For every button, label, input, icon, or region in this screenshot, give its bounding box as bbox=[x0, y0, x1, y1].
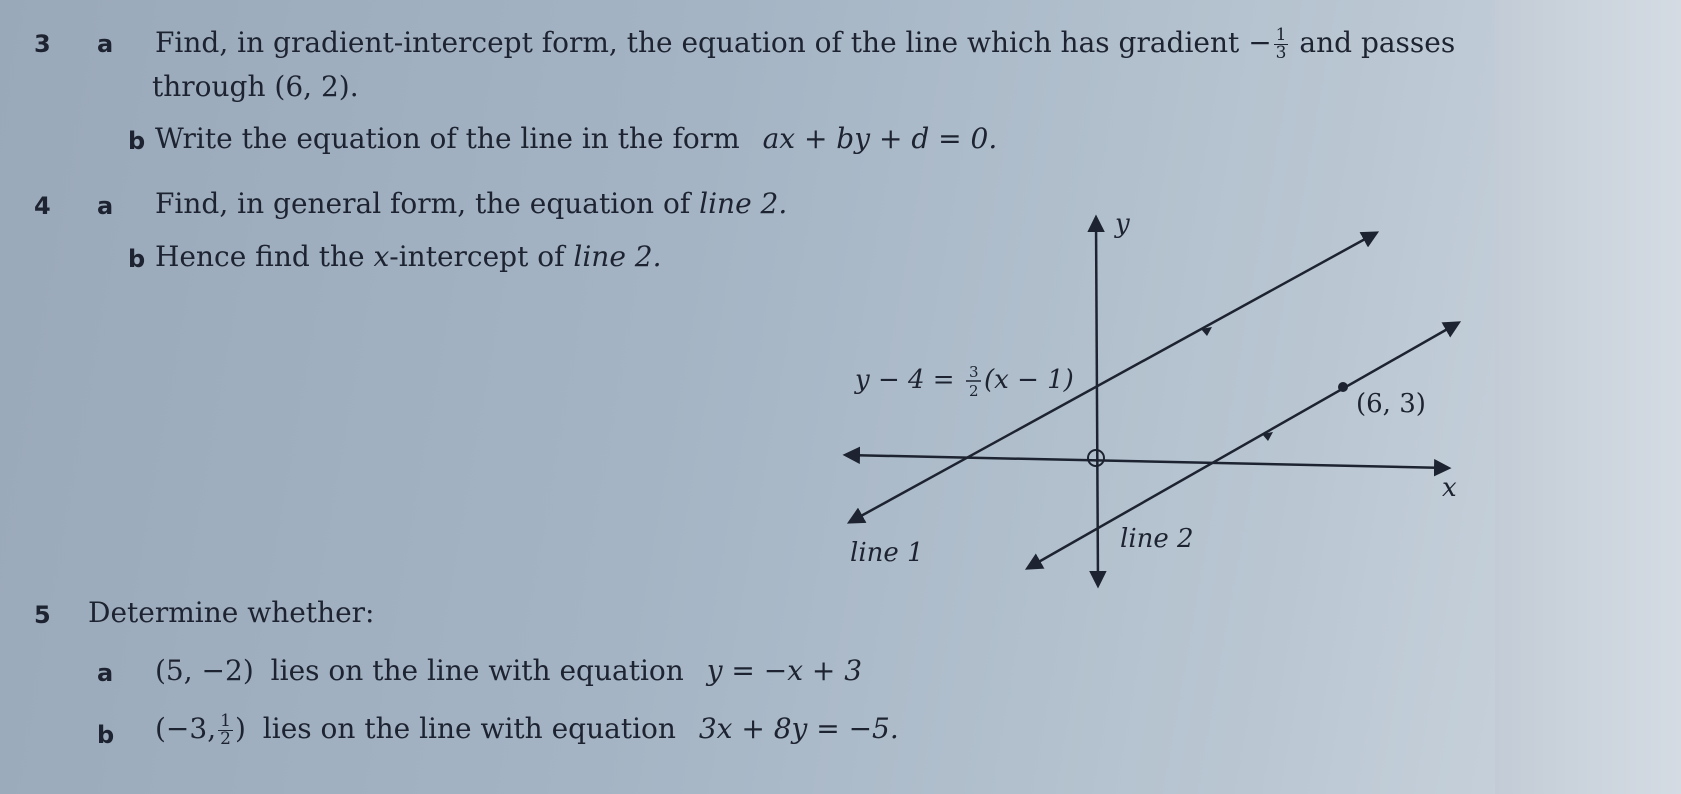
question-5b-point-left: (−3, bbox=[155, 712, 217, 745]
question-4b-label: b bbox=[128, 245, 146, 273]
y-axis-label: y bbox=[1115, 209, 1130, 239]
question-5b-point-denominator: 2 bbox=[220, 729, 231, 749]
question-5b-equation: 3x + 8y = −5. bbox=[698, 712, 899, 745]
question-4b-line-name: line 2. bbox=[573, 240, 662, 273]
question-5-text: Determine whether: bbox=[88, 596, 375, 629]
question-5-number: 5 bbox=[34, 601, 51, 629]
question-5b-point-right: ) bbox=[234, 712, 246, 745]
question-5a-text-body: lies on the line with equation bbox=[270, 654, 684, 687]
line-1-equation-fraction-num: 3 bbox=[969, 363, 979, 381]
point-label: (6, 3) bbox=[1356, 389, 1426, 419]
line-1-equation-fraction-den: 2 bbox=[969, 382, 979, 400]
point-6-3 bbox=[1338, 382, 1348, 392]
gradient-denominator: 3 bbox=[1275, 43, 1287, 63]
question-3-number: 3 bbox=[34, 30, 51, 58]
origin-marker bbox=[1088, 450, 1104, 466]
question-4b-text-part1: Hence find the bbox=[155, 240, 365, 273]
question-5a-label: a bbox=[97, 659, 114, 687]
line-2-label: line 2 bbox=[1120, 524, 1194, 554]
question-5b-point-fraction bbox=[218, 713, 233, 748]
question-3b-text-body: Write the equation of the line in the form bbox=[155, 122, 740, 155]
question-3b-equation: ax + by + d = 0. bbox=[762, 122, 998, 155]
line-1-label: line 1 bbox=[850, 538, 924, 568]
question-5b-text bbox=[155, 712, 899, 748]
question-3b-label: b bbox=[128, 127, 146, 155]
line-1-equation-left: y − 4 = bbox=[855, 365, 955, 395]
question-3a-text-part2: and passes bbox=[1299, 26, 1456, 59]
question-4a-line-name: line 2. bbox=[699, 187, 788, 220]
question-3a-line2: through (6, 2). bbox=[152, 70, 359, 103]
question-4-number: 4 bbox=[34, 192, 51, 220]
x-axis bbox=[846, 455, 1448, 468]
question-5b-text-body: lies on the line with equation bbox=[262, 712, 676, 745]
gradient-numerator: 1 bbox=[1275, 25, 1287, 45]
question-4b-variable: x bbox=[373, 240, 390, 273]
question-5a-point: (5, −2) bbox=[155, 654, 254, 687]
question-3a-text-part1: Find, in gradient-intercept form, the equation of the line which has gradient bbox=[155, 26, 1240, 59]
line-2 bbox=[1028, 323, 1458, 568]
question-5a-equation: y = −x + 3 bbox=[706, 654, 863, 687]
question-4b-text-part2: -intercept of bbox=[389, 240, 565, 273]
question-5b-label: b bbox=[97, 721, 115, 749]
line-1-equation-right: (x − 1) bbox=[984, 365, 1074, 395]
question-3a-label: a bbox=[97, 30, 114, 58]
question-4a-label: a bbox=[97, 192, 114, 220]
x-axis-label: x bbox=[1442, 473, 1457, 503]
question-4a-text-body: Find, in general form, the equation of bbox=[155, 187, 691, 220]
question-5b-point-numerator: 1 bbox=[220, 711, 231, 731]
question-5a-text bbox=[155, 654, 862, 687]
gradient-sign: − bbox=[1248, 26, 1272, 59]
